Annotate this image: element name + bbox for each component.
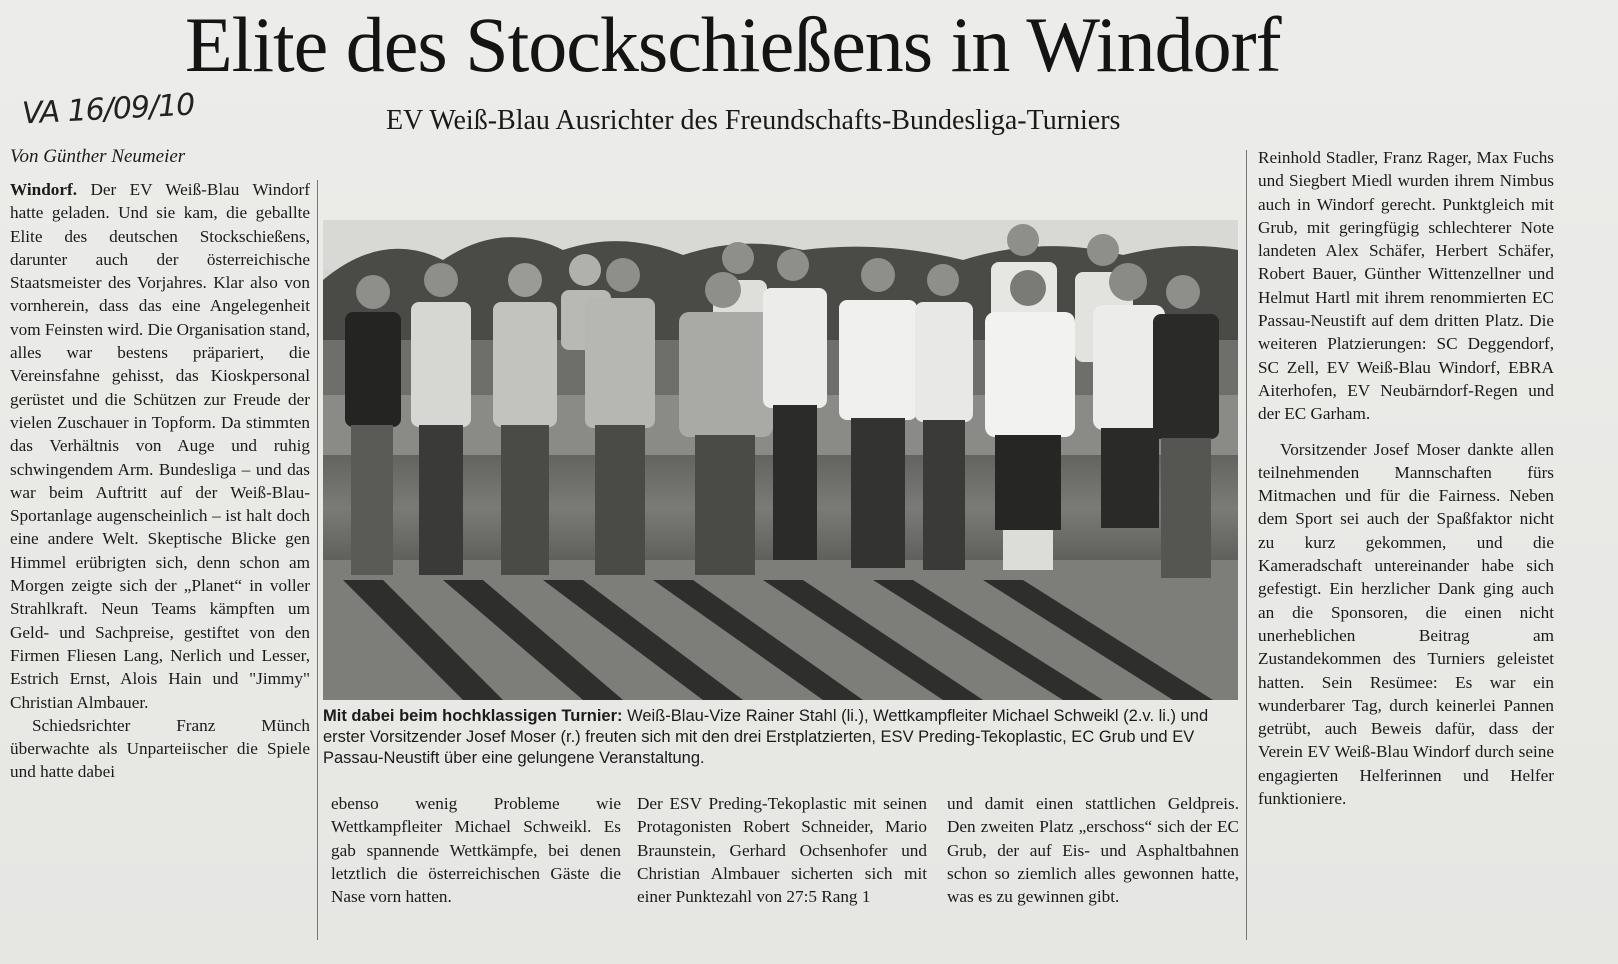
paragraph: Der ESV Preding-Tekoplastic mit seinen Protagonisten Robert Schneider, Mario Braunstein, Gerhard Ochsenhofer und Christian Almbauer sicherten sich mit einer Punktezahl von 27:5 Rang 1 [637, 794, 927, 907]
caption-lead: Mit dabei beim hochklassigen Turnier: [323, 707, 623, 725]
paragraph: Schiedsrichter Franz Münch überwachte als Unparteiischer die Spiele und hatte dabei [10, 715, 310, 782]
article-column-4 [947, 792, 1239, 942]
caption-text: Weiß-Blau-Vize Rainer Stahl (li.), Wettkampfleiter Michael Schweikl (2.v. li.) und erster Vorsitzender Josef Moser (r.) freuten sich mit den drei Erstplatzierten, ESV Preding-Tekoplastic, EC Grub und EV Passau-Neustift über eine gelungene Veranstaltung. [323, 707, 1209, 767]
article-column-2 [331, 792, 621, 942]
column-divider [317, 180, 318, 940]
team-photo-illustration [323, 220, 1238, 700]
article-column-5 [1258, 146, 1554, 936]
byline: Von Günther Neumeier [10, 146, 186, 167]
headline: Elite des Stockschießens in Windorf [185, 1, 1281, 88]
column-divider [1246, 150, 1247, 940]
paragraph: ebenso wenig Probleme wie Wettkampfleiter Michael Schweikl. Es gab spannende Wettkämpfe, bei denen letztlich die österreichischen Gäste die Nase vorn hatten. [331, 794, 621, 907]
paragraph: und damit einen stattlichen Geldpreis. Den zweiten Platz „erschoss“ sich der EC Grub, der auf Eis- und Asphaltbahnen schon so ziemlich alles gewonnen hatte, was es zu gewinnen gibt. [947, 794, 1239, 907]
paragraph: Reinhold Stadler, Franz Rager, Max Fuchs und Siegbert Miedl wurden ihrem Nimbus auch in Windorf gerecht. Punktgleich mit Grub, mit geringfügig schlechterer Note landeten Alex Schäfer, Herbert Schäfer, Robert Bauer, Günther Wittenzellner und Helmut Hartl mit ihrem renommierten EC Passau-Neustift auf dem dritten Platz. Die weiteren Platzierungen: SC Deggendorf, SC Zell, EV Weiß-Blau Windorf, EBRA Aiterhofen, EV Neubärndorf-Regen und der EC Garham. [1258, 148, 1554, 424]
photo-caption [323, 706, 1238, 769]
paragraph: Der EV Weiß-Blau Windorf hatte geladen. Und sie kam, die geballte Elite des deutschen Stockschießens, darunter auch der österreichische Staatsmeister des Vorjahres. Klar also von vornherein, dass das eine Angelegenheit vom Feinsten wird. Die Organisation stand, alles war bestens präpariert, die Vereinsfahne gehisst, das Kioskpersonal gerüstet und die Schützen zur Freude der vielen Zuschauer in Topform. Da stimmten das Verhältnis von Auge und ruhig schwingendem Arm. Bundesliga – und das war beim Auftritt auf der Weiß-Blau-Sportanlage augenscheinlich – ist halt doch eine andere Welt. Skeptische Blicke gen Himmel erübrigten sich, denn schon am Morgen zeigte sich der „Planet“ in voller Strahlkraft. Neun Teams kämpften um Geld- und Sachpreise, gestiftet von den Firmen Fliesen Lang, Nerlich und Lesser, Estrich Ernst, Alois Hain und "Jimmy" Christian Almbauer. [10, 180, 310, 712]
article-column-3 [637, 792, 927, 942]
dateline: Windorf. [10, 180, 78, 199]
handwritten-date-mark: VA 16/09/10 [21, 87, 196, 132]
article-column-1 [10, 178, 310, 938]
team-photo [323, 220, 1238, 700]
paragraph: Vorsitzender Josef Moser dankte allen teilnehmenden Mannschaften fürs Mitmachen und für die Fairness. Neben dem Sport sei auch der Spaßfaktor nicht zu kurz gekommen, und die Kameradschaft untereinander habe sich gefestigt. Ein herzlicher Dank ging auch an die Sponsoren, die einen nicht unerheblichen Beitrag am Zustandekommen des Turniers geleistet hatten. Sein Resümee: Es war ein wunderbarer Tag, durch keinerlei Pannen getrübt, auch Beweis dafür, dass der Verein EV Weiß-Blau Windorf durch seine engagierten Helferinnen und Helfer funktioniere. [1258, 439, 1554, 809]
subheadline: EV Weiß-Blau Ausrichter des Freundschafts-Bundesliga-Turniers [386, 105, 1121, 136]
